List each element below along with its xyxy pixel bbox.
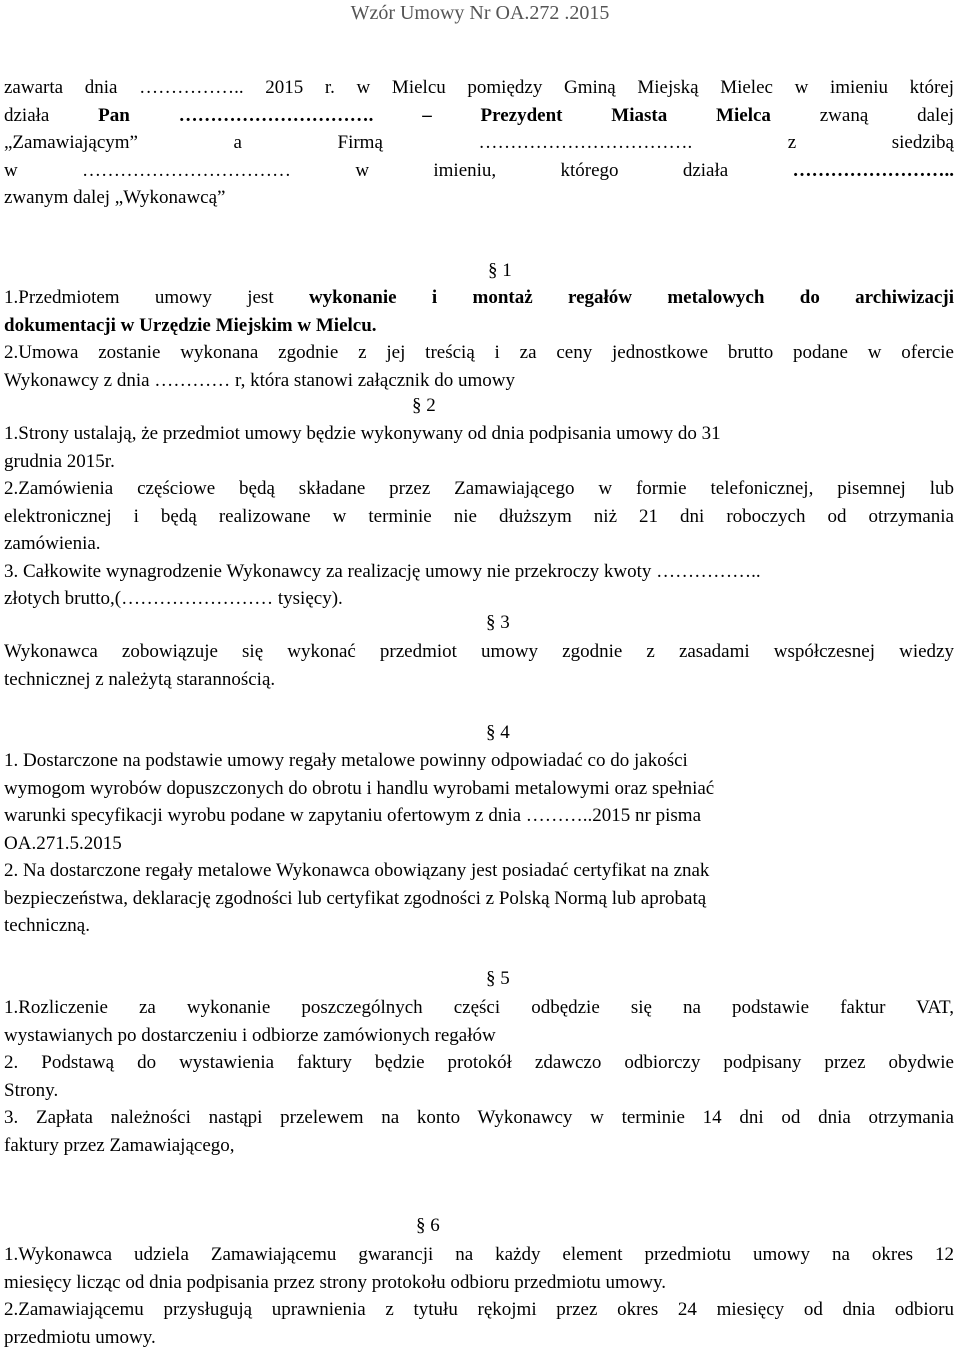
section-3-body [4,638,954,693]
intro-text: w …………………………… w imieniu, którego działa [4,159,793,181]
section-line: 1.Wykonawca udziela Zamawiającemu gwarancji na każdy element przedmiotu umowy na okres 12 [4,1244,954,1265]
section-line: grudnia 2015r. [4,450,115,472]
section-heading-3: § 3 [486,612,510,633]
intro-text: działa [4,104,99,126]
intro-line [4,157,954,185]
section-line: bezpieczeństwa, deklarację zgodności lub certyfikat zgodności z Polską Normą lub aprobatą [4,887,707,909]
intro-text: zwaną dalej [819,104,954,126]
section-text: 1.Przedmiotem umowy jest [4,287,309,308]
section-line: techniczną. [4,915,90,936]
section-6-body [4,1241,954,1351]
mayor-name: Pan …………………………. – Prezydent Miasta Mielca [98,104,771,126]
intro-line [4,102,954,130]
section-line: 2.Zamówienia częściowe będą składane przez Zamawiającego w formie telefonicznej, pisemnej lub [4,478,954,499]
section-line: warunki specyfikacji wyrobu podane w zapytaniu ofertowym z dnia ………..2015 nr pisma [4,805,702,826]
section-line: 3. Całkowite wynagrodzenie Wykonawcy za realizację umowy nie przekroczy kwoty …………….. [4,560,761,582]
section-line: technicznej z należytą starannością. [4,668,276,690]
subject-of-contract: wykonanie i montaż regałów metalowych do archiwizacji [308,287,954,308]
document-header: Wzór Umowy Nr OA.272 .2015 [350,2,610,24]
section-line: elektronicznej i będą realizowane w terminie nie dłuższym niż 21 dni roboczych od otrzymania [4,505,954,527]
section-line: 3. Zapłata należności nastąpi przelewem na konto Wykonawcy w terminie 14 dni od dnia otrzymania [4,1107,954,1128]
section-heading-5: § 5 [486,968,510,989]
intro-line: zwanym dalej „Wykonawcą” [4,187,226,208]
section-line: przedmiotu umowy. [4,1326,156,1348]
section-line: faktury przez Zamawiającego, [4,1134,235,1156]
section-heading-4: § 4 [486,722,510,743]
section-heading-6: § 6 [416,1215,440,1236]
section-2-body [4,420,954,613]
section-line: Wykonawca zobowiązuje się wykonać przedmiot umowy zgodnie z zasadami współczesnej wiedzy [4,641,954,662]
section-line: dokumentacji w Urzędzie Miejskim w Mielcu. [4,314,377,336]
section-heading-1: § 1 [488,260,512,281]
intro-line: zawarta dnia …………….. 2015 r. w Mielcu pomiędzy Gminą Miejską Mielec w imieniu której [4,77,954,98]
section-line: złotych brutto,(…………………… tysięcy). [4,588,343,609]
representative-placeholder: …………………….. [792,159,954,181]
section-line: wymogom wyrobów dopuszczonych do obrotu i handlu wyrobami metalowymi oraz spełniać [4,777,715,799]
section-line: miesięcy licząc od dnia podpisania przez strony protokołu odbioru przedmiotu umowy. [4,1271,667,1293]
section-line [4,284,954,312]
section-heading-2: § 2 [412,395,436,416]
section-line: 1.Rozliczenie za wykonanie poszczególnych części odbędzie się na podstawie faktur VAT, [4,997,954,1018]
section-line: wystawianych po dostarczeniu i odbiorze zamówionych regałów [4,1024,496,1046]
section-line: 1.Strony ustalają, że przedmiot umowy będzie wykonywany od dnia podpisania umowy do 31 [4,423,721,444]
section-line: Wykonawcy z dnia ………… r, która stanowi załącznik do umowy [4,369,515,391]
section-4-body [4,747,954,940]
section-line: 2. Na dostarczone regały metalowe Wykonawca obowiązany jest posiadać certyfikat na znak [4,860,710,881]
section-1-body [4,256,954,394]
section-line: 2.Umowa zostanie wykonana zgodnie z jej treścią i za ceny jednostkowe brutto podane w ofercie [4,342,954,363]
section-line: 2. Podstawą do wystawienia faktury będzie protokół zdawczo odbiorczy podpisany przez obydwie [4,1052,954,1073]
section-5-body [4,994,954,1159]
intro-line: „Zamawiającym” a Firmą ……………………………. z siedzibą [4,132,954,153]
intro-paragraph [4,74,954,212]
section-line: 2.Zamawiającemu przysługują uprawnienia z tytułu rękojmi przez okres 24 miesięcy od dnia odbioru [4,1299,954,1320]
section-line: Strony. [4,1079,59,1101]
section-line: zamówienia. [4,533,101,554]
section-line: 1. Dostarczone na podstawie umowy regały metalowe powinny odpowiadać co do jakości [4,750,688,771]
section-line: OA.271.5.2015 [4,832,122,854]
